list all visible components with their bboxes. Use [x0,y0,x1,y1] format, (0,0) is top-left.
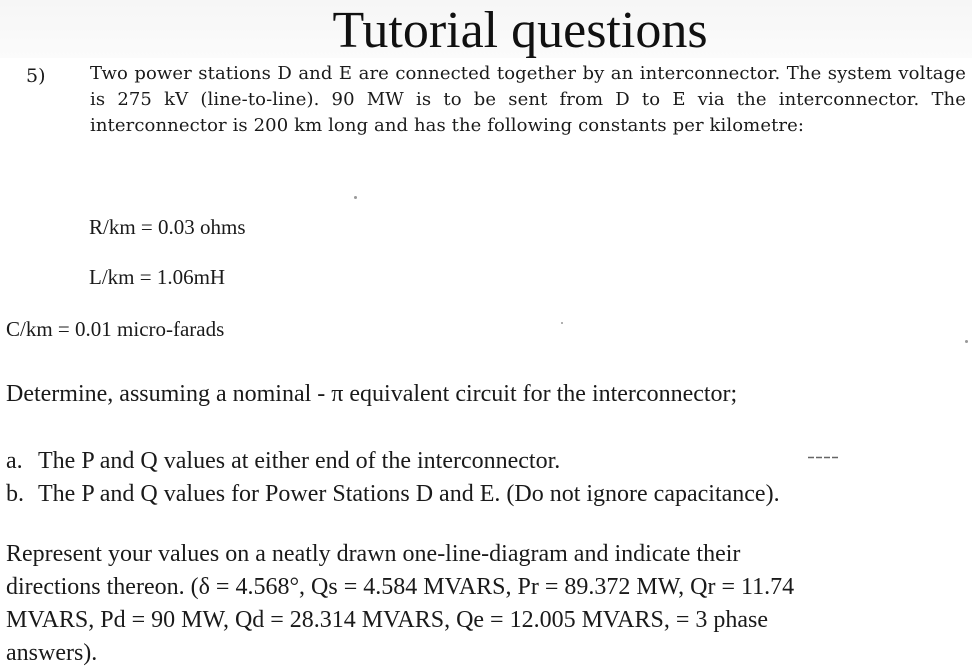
part-b [6,477,780,511]
question-number: 5) [26,65,46,87]
represent-line: MVARS, Pd = 90 MW, Qd = 28.314 MVARS, Qe = 12.005 MVARS, = 3 phase [6,607,769,633]
part-a [6,444,560,478]
capacitance-constant: C/km = 0.01 micro-farads [6,317,225,341]
resistance-constant: R/km = 0.03 ohms [89,215,246,239]
part-a-text: The P and Q values at either end of the interconnector. [38,448,561,474]
part-b-text: The P and Q values for Power Stations D and E. (Do not ignore capacitance). [38,481,780,507]
part-a-label: a. [6,448,23,474]
determine-statement: Determine, assuming a nominal - π equivalent circuit for the interconnector; [6,381,738,407]
part-b-label: b. [6,481,24,507]
scan-speck [965,340,968,343]
scan-speck [354,196,357,199]
represent-line: answers). [6,640,98,666]
represent-line: Represent your values on a neatly drawn one-line-diagram and indicate their [6,541,741,567]
represent-paragraph [6,538,946,670]
represent-line: directions thereon. (δ = 4.568°, Qs = 4.584 MVARS, Pr = 89.372 MW, Qr = 11.74 [6,574,795,600]
page-title: Tutorial questions [332,2,708,59]
stray-pen-mark [808,456,838,459]
inductance-constant: L/km = 1.06mH [89,265,226,289]
scan-speck [561,322,563,324]
question-intro: Two power stations D and E are connected together by an interconnector. The system voltage is 275 kV (line-to-line). 90 MW is to be sent from D to E via the interconnector. The interconnector is 200 km long and has the following constants per kilometre: [90,63,966,136]
